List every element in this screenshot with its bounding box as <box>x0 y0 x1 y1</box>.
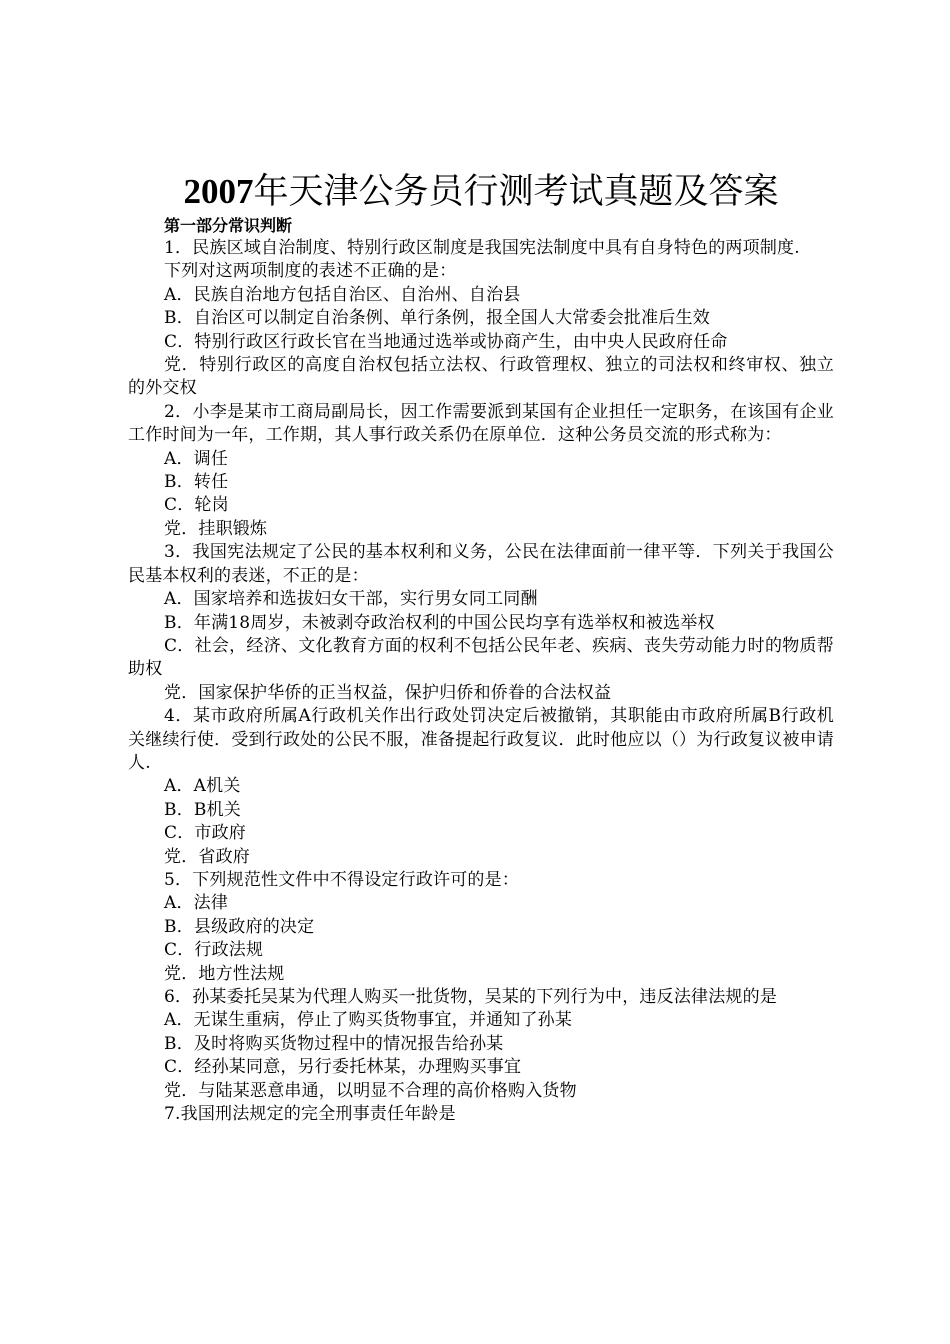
question-3-option-a: A．国家培养和选拔妇女干部，实行男女同工同酬 <box>164 589 538 610</box>
document-page <box>128 170 834 1126</box>
title-text: 年天津公务员行测考试真题及答案 <box>253 172 779 212</box>
question-6-stem: 6．孙某委托吴某为代理人购买一批货物，吴某的下列行为中，违反法律法规的是 <box>164 987 778 1007</box>
question-4-option-c: C．市政府 <box>164 823 247 844</box>
question-4-option-d: 党．省政府 <box>164 846 250 867</box>
question-7-stem: 7.我国刑法规定的完全刑事责任年龄是 <box>164 1104 456 1125</box>
question-6-option-c: C．经孙某同意，另行委托林某，办理购买事宜 <box>164 1057 522 1078</box>
title-year: 2007 <box>183 172 254 211</box>
question-4-option-b: B．B机关 <box>164 799 241 820</box>
question-6-option-b: B．及时将购买货物过程中的情况报告给孙某 <box>164 1033 504 1054</box>
question-6-option-d: 党．与陆某恶意串通，以明显不合理的高价格购入货物 <box>164 1080 577 1101</box>
question-3-option-b: B．年满18周岁，未被剥夺政治权利的中国公民均享有选举权和被选举权 <box>164 612 715 633</box>
question-5-option-a: A．法律 <box>164 893 229 914</box>
question-1-option-a: A．民族自治地方包括自治区、自治州、自治县 <box>164 284 521 305</box>
question-1-stem: 1．民族区域自治制度、特别行政区制度是我国宪法制度中具有自身特色的两项制度. <box>164 238 800 258</box>
question-2-stem: 2．小李是某市工商局副局长，因工作需要派到某国有企业担任一定职务，在该国有企业工作时间为一年，工作期，其人事行政关系仍在原单位．这种公务员交流的形式称为： <box>128 401 834 446</box>
question-6-option-a: A．无谋生重病，停止了购买货物事宜，并通知了孙某 <box>164 1010 573 1031</box>
section-heading: 第一部分常识判断 <box>164 216 293 235</box>
question-2-option-d: 党．挂职锻炼 <box>164 518 268 539</box>
question-5-option-d: 党．地方性法规 <box>164 963 285 984</box>
question-5-stem: 5．下列规范性文件中不得设定行政许可的是： <box>164 869 520 890</box>
question-5-option-b: B．县级政府的决定 <box>164 916 315 937</box>
question-3-stem: 3．我国宪法规定了公民的基本权利和义务，公民在法律面前一律平等．下列关于我国公民基本权利的表迷，不正的是： <box>128 542 834 586</box>
question-3-option-d: 党．国家保护华侨的正当权益，保护归侨和侨眷的合法权益 <box>164 682 612 703</box>
question-3-option-c: C．社会，经济、文化教育方面的权利不包括公民年老、疾病、丧失劳动能力时的物质帮助权 <box>128 635 834 680</box>
question-2-option-c: C．轮岗 <box>164 495 229 516</box>
question-1-option-c: C．特别行政区行政长官在当地通过选举或协商产生，由中央人民政府任命 <box>164 331 728 352</box>
question-2-option-a: A．调任 <box>164 448 229 469</box>
question-1-stem-2: 下列对这两项制度的表述不正确的是： <box>164 261 457 282</box>
question-1-option-b: B．自治区可以制定自治条例、单行条例，报全国人大常委会批准后生效 <box>164 308 710 329</box>
document-title <box>128 170 834 214</box>
question-2-option-b: B．转任 <box>164 472 229 493</box>
question-4-option-a: A．A机关 <box>164 776 241 797</box>
question-4-stem: 4．某市政府所属A行政机关作出行政处罚决定后被撤销，其职能由市政府所属B行政机关继续行使．受到行政处的公民不服，准备提起行政复议．此时他应以（）为行政复议被申请人. <box>128 706 834 773</box>
question-1-option-d: 党．特别行政区的高度自治权包括立法权、行政管理权、独立的司法权和终审权、独立的外交权 <box>128 355 834 399</box>
question-5-option-c: C．行政法规 <box>164 940 264 961</box>
